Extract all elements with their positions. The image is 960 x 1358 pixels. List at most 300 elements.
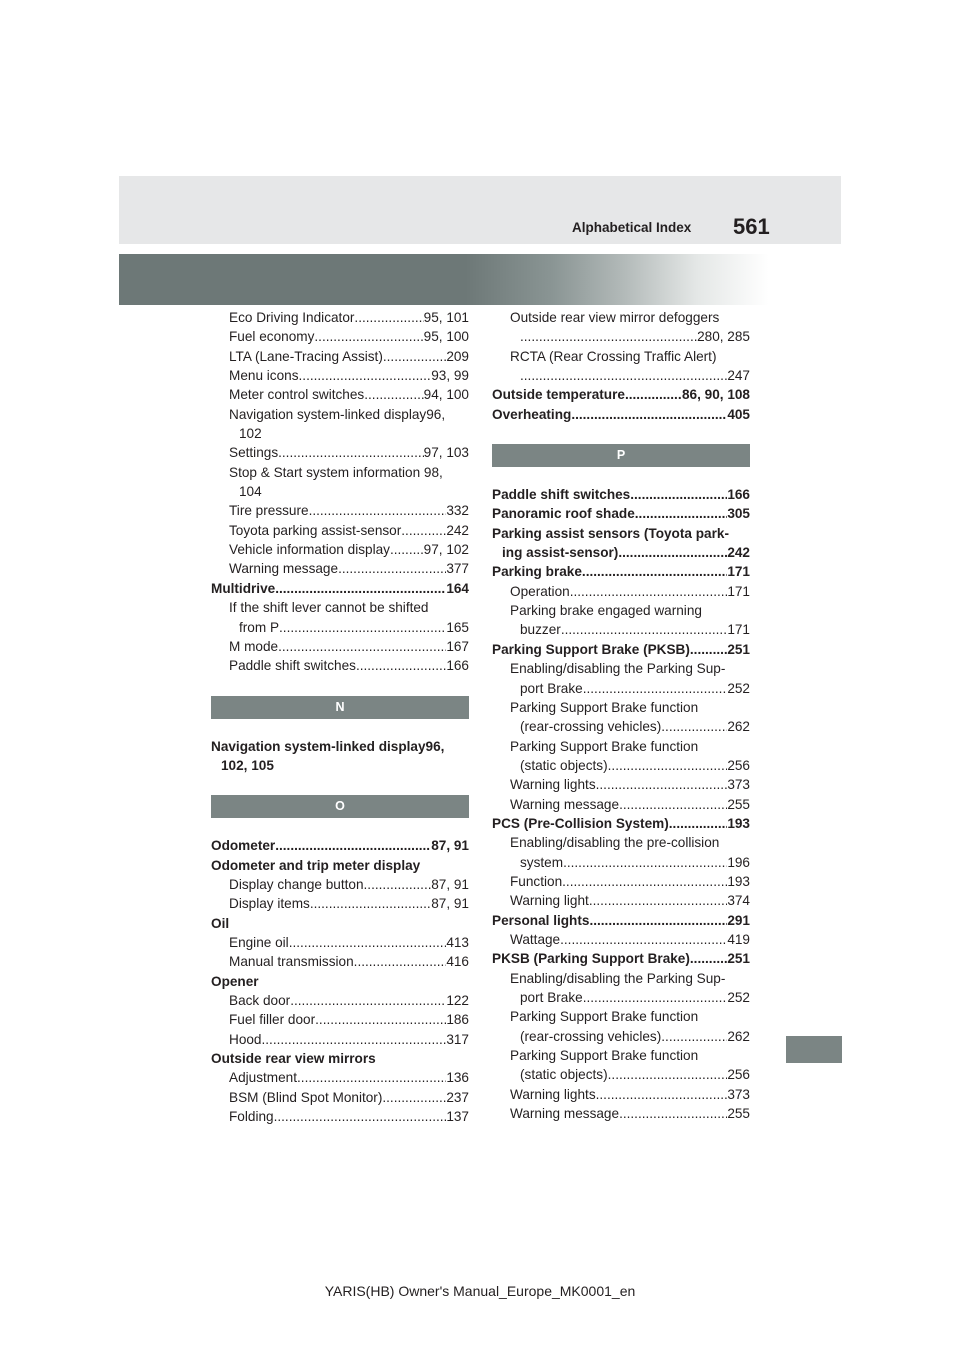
entry-line: [211, 972, 469, 991]
section-spacer: [211, 676, 469, 696]
entry-continuation: [510, 988, 750, 1007]
entry-page-ref: 93, 99: [431, 368, 469, 384]
dot-leader: [289, 933, 447, 952]
index-subentry: [492, 891, 750, 910]
dot-leader: [589, 911, 727, 930]
entry-term-cont: (static objects): [520, 1067, 608, 1083]
entry-line: [510, 872, 750, 891]
entry-page-ref: 122: [446, 992, 469, 1008]
section-spacer: [492, 467, 750, 485]
entry-term-cont: buzzer: [520, 622, 561, 638]
index-subentry: [211, 443, 469, 462]
entry-page-ref: 94, 100: [423, 387, 469, 403]
entry-term: Toyota parking assist-sensor: [229, 522, 402, 538]
entry-term: Navigation system-linked display96,: [211, 738, 445, 754]
entry-page-ref: 165: [446, 619, 469, 635]
index-column-left: [211, 308, 469, 1126]
entry-line: [492, 949, 750, 968]
entry-term: Operation: [510, 583, 570, 599]
index-column-right: [492, 308, 750, 1123]
entry-term: Eco Driving Indicator: [229, 310, 355, 325]
entry-term: Settings: [229, 445, 279, 461]
dot-leader: [571, 405, 727, 424]
entry-term: PKSB (Parking Support Brake): [492, 951, 690, 967]
entry-line: [492, 814, 750, 833]
entry-page-ref: 186: [446, 1012, 469, 1028]
entry-term-cont: 104: [239, 484, 262, 500]
entry-page-ref: 87, 91: [431, 838, 469, 854]
entry-term: Engine oil: [229, 934, 289, 950]
entry-term-cont: from P: [239, 619, 280, 635]
index-subentry: [492, 737, 750, 776]
entry-line: [229, 1068, 469, 1087]
entry-line: [492, 911, 750, 930]
entry-page-ref: 405: [727, 406, 750, 422]
entry-continuation: [510, 1065, 750, 1084]
entry-term: Function: [510, 873, 563, 889]
dot-leader: [275, 579, 446, 598]
dot-leader: [354, 308, 423, 327]
entry-term: Navigation system-linked display96,: [229, 406, 446, 422]
index-subentry: [211, 405, 469, 444]
dot-leader: [520, 327, 697, 346]
index-subentry: [211, 1068, 469, 1087]
entry-line: [211, 856, 469, 875]
index-subentry: [211, 501, 469, 520]
entry-term: Hood: [229, 1031, 262, 1047]
index-subentry: [492, 930, 750, 949]
index-subentry: [492, 1046, 750, 1085]
index-subentry: [211, 875, 469, 894]
entry-page-ref: 166: [727, 487, 750, 503]
dot-leader: [390, 540, 424, 559]
entry-line: [211, 914, 469, 933]
dot-leader: [364, 385, 423, 404]
dot-leader: [278, 637, 446, 656]
entry-line: [510, 891, 750, 910]
index-subentry: [211, 1107, 469, 1126]
dot-leader: [635, 504, 728, 523]
entry-line: [229, 1010, 469, 1029]
dot-leader: [309, 501, 447, 520]
section-letter-o: O: [211, 795, 469, 818]
entry-continuation: [229, 482, 469, 501]
entry-page-ref: 262: [727, 1028, 750, 1044]
entry-continuation: [510, 717, 750, 736]
entry-page-ref: 413: [446, 934, 469, 950]
entry-page-ref: 256: [727, 757, 750, 773]
index-subentry: [211, 894, 469, 913]
entry-line: [229, 559, 469, 578]
dot-leader: [589, 891, 727, 910]
entry-line: [229, 1107, 469, 1126]
entry-term: Warning lights: [510, 1086, 596, 1102]
entry-line: [492, 385, 750, 404]
dot-leader: [297, 1068, 446, 1087]
index-subentry: [211, 656, 469, 675]
entry-term: Parking brake engaged warning: [510, 603, 702, 619]
section-title: Alphabetical Index: [572, 220, 692, 235]
dot-leader: [314, 327, 423, 346]
dot-leader: [562, 872, 727, 891]
entry-term-cont: port Brake: [520, 990, 583, 1005]
entry-line: [510, 1007, 750, 1026]
entry-page-ref: 252: [727, 990, 750, 1005]
index-entry: [492, 405, 750, 424]
dot-leader: [608, 756, 728, 775]
entry-line: [510, 698, 750, 717]
entry-page-ref: 247: [727, 368, 750, 384]
index-subentry: [211, 366, 469, 385]
section-letter-p: P: [492, 444, 750, 467]
entry-term-cont: 102, 105: [221, 757, 274, 773]
entry-line: [229, 656, 469, 675]
entry-continuation: [211, 756, 469, 775]
chapter-tab: [786, 1036, 842, 1063]
entry-line: [510, 795, 750, 814]
entry-term: Odometer and trip meter display: [211, 857, 421, 873]
entry-continuation: [510, 620, 750, 639]
dot-leader: [596, 1085, 728, 1104]
entry-line: [492, 485, 750, 504]
entry-term: Menu icons: [229, 368, 299, 384]
dot-leader: [669, 814, 728, 833]
index-subentry: [211, 991, 469, 1010]
index-entry: [492, 524, 750, 563]
entry-line: [229, 952, 469, 971]
entry-term: Display change button: [229, 876, 364, 892]
entry-term: PCS (Pre-Collision System): [492, 815, 669, 831]
entry-term: Overheating: [492, 406, 572, 422]
entry-term: Back door: [229, 992, 291, 1008]
entry-page-ref: 193: [727, 815, 750, 831]
dot-leader: [608, 1065, 728, 1084]
dot-leader: [661, 1027, 727, 1046]
dot-leader: [262, 1030, 447, 1049]
dot-leader: [596, 775, 728, 794]
entry-page-ref: 280, 285: [697, 329, 750, 345]
entry-continuation: [510, 679, 750, 698]
dot-leader: [560, 930, 727, 949]
entry-page-ref: 317: [446, 1031, 469, 1047]
entry-page-ref: 87, 91: [431, 896, 469, 912]
entry-line: [211, 737, 469, 756]
entry-line: [510, 775, 750, 794]
entry-line: [492, 405, 750, 424]
index-subentry: [492, 1104, 750, 1123]
index-entry: [211, 1049, 469, 1068]
entry-line: [510, 737, 750, 756]
entry-line: [510, 308, 750, 327]
index-subentry: [492, 582, 750, 601]
entry-term: Tire pressure: [229, 503, 309, 519]
entry-line: [229, 1088, 469, 1107]
entry-continuation: [229, 424, 469, 443]
index-entry: [492, 562, 750, 581]
entry-page-ref: 136: [446, 1070, 469, 1086]
entry-term: Meter control switches: [229, 387, 365, 403]
entry-page-ref: 164: [446, 580, 469, 596]
entry-term: Panoramic roof shade: [492, 506, 635, 522]
dot-leader: [290, 991, 446, 1010]
dot-leader: [619, 1104, 727, 1123]
section-spacer: [492, 424, 750, 444]
index-subentry: [211, 385, 469, 404]
index-entry: [211, 579, 469, 598]
entry-page-ref: 374: [727, 893, 750, 909]
section-letter-n: N: [211, 696, 469, 719]
entry-term: Oil: [211, 915, 230, 931]
entry-term: Enabling/disabling the Parking Sup-: [510, 661, 726, 677]
entry-page-ref: 171: [727, 564, 750, 580]
entry-page-ref: 377: [446, 561, 469, 577]
index-subentry: [211, 598, 469, 637]
entry-term: Outside rear view mirror defoggers: [510, 310, 720, 325]
entry-term-cont: (rear-crossing vehicles): [520, 719, 662, 735]
dot-leader: [690, 949, 727, 968]
index-entry: [211, 836, 469, 855]
entry-term-cont: (rear-crossing vehicles): [520, 1028, 662, 1044]
entry-term-cont: ing assist-sensor): [502, 545, 619, 561]
entry-page-ref: 196: [727, 854, 750, 870]
dot-leader: [630, 485, 727, 504]
entry-continuation: [510, 366, 750, 385]
entry-page-ref: 171: [727, 583, 750, 599]
entry-page-ref: 416: [446, 954, 469, 970]
entry-continuation: [492, 543, 750, 562]
entry-page-ref: 87, 91: [431, 876, 469, 892]
entry-line: [229, 463, 469, 482]
entry-line: [229, 443, 469, 462]
entry-page-ref: 166: [446, 658, 469, 674]
entry-line: [229, 347, 469, 366]
entry-line: [211, 579, 469, 598]
entry-page-ref: 256: [727, 1067, 750, 1083]
page-number: 561: [733, 214, 770, 239]
entry-term: BSM (Blind Spot Monitor): [229, 1089, 383, 1105]
entry-term: Warning message: [229, 561, 339, 577]
section-spacer: [211, 775, 469, 795]
index-subentry: [211, 637, 469, 656]
index-entry: [211, 972, 469, 991]
entry-term: M mode: [229, 638, 279, 654]
index-entry: [492, 949, 750, 968]
dot-leader: [315, 1010, 446, 1029]
entry-term: Stop & Start system information 98,: [229, 464, 443, 480]
index-subentry: [211, 308, 469, 327]
entry-term: Folding: [229, 1109, 274, 1125]
entry-page-ref: 95, 101: [423, 310, 469, 325]
entry-page-ref: 86, 90, 108: [681, 387, 750, 403]
entry-term: Parking Support Brake function: [510, 738, 699, 754]
entry-term: RCTA (Rear Crossing Traffic Alert): [510, 348, 717, 364]
index-subentry: [492, 1007, 750, 1046]
index-subentry: [211, 1088, 469, 1107]
entry-term: Warning lights: [510, 777, 596, 793]
entry-line: [510, 582, 750, 601]
entry-term: LTA (Lane-Tracing Assist): [229, 348, 383, 364]
dot-leader: [582, 562, 727, 581]
entry-page-ref: 242: [446, 522, 469, 538]
entry-line: [229, 521, 469, 540]
index-subentry: [211, 933, 469, 952]
entry-page-ref: 95, 100: [423, 329, 469, 345]
index-subentry: [492, 698, 750, 737]
entry-line: [229, 327, 469, 346]
entry-continuation: [510, 327, 750, 346]
entry-term: Adjustment: [229, 1070, 298, 1086]
entry-term-cont: 102: [239, 426, 262, 442]
index-subentry: [492, 1085, 750, 1104]
index-entry: [211, 914, 469, 933]
entry-line: [229, 875, 469, 894]
entry-page-ref: 97, 102: [423, 542, 469, 558]
index-subentry: [492, 308, 750, 347]
index-entry: [211, 737, 469, 776]
entry-term: Opener: [211, 973, 259, 989]
entry-line: [229, 598, 469, 617]
dot-leader: [338, 559, 446, 578]
dot-leader: [619, 795, 727, 814]
entry-line: [510, 930, 750, 949]
dot-leader: [356, 656, 446, 675]
dot-leader: [274, 1107, 447, 1126]
entry-page-ref: 242: [727, 545, 750, 561]
entry-page-ref: 252: [727, 680, 750, 696]
dot-leader: [275, 836, 431, 855]
entry-term: Parking assist sensors (Toyota park-: [492, 525, 729, 541]
entry-page-ref: 237: [446, 1089, 469, 1105]
entry-line: [229, 366, 469, 385]
header-gradient-band: [119, 254, 841, 305]
entry-term-cont: system: [520, 854, 564, 870]
entry-term: Manual transmission: [229, 954, 354, 970]
entry-line: [229, 501, 469, 520]
dot-leader: [310, 894, 431, 913]
dot-leader: [583, 988, 728, 1007]
entry-line: [229, 540, 469, 559]
entry-page-ref: 255: [727, 1106, 750, 1122]
dot-leader: [561, 620, 728, 639]
entry-line: [229, 637, 469, 656]
entry-line: [510, 1046, 750, 1065]
index-entry: [492, 485, 750, 504]
entry-page-ref: 251: [727, 641, 750, 657]
entry-line: [492, 504, 750, 523]
entry-term: Outside rear view mirrors: [211, 1051, 376, 1066]
index-subentry: [211, 952, 469, 971]
entry-line: [229, 405, 469, 424]
index-subentry: [211, 559, 469, 578]
entry-page-ref: 193: [727, 873, 750, 889]
entry-page-ref: 171: [727, 622, 750, 638]
entry-term: Parking Support Brake (PKSB): [492, 641, 690, 657]
entry-line: [492, 524, 750, 543]
entry-line: [510, 1085, 750, 1104]
entry-line: [492, 640, 750, 659]
dot-leader: [618, 543, 727, 562]
entry-term-cont: (static objects): [520, 757, 608, 773]
entry-page-ref: 291: [727, 912, 750, 928]
entry-line: [211, 1049, 469, 1068]
index-subentry: [492, 969, 750, 1008]
entry-term: Parking brake: [492, 564, 582, 580]
section-spacer: [211, 818, 469, 836]
dot-leader: [625, 385, 682, 404]
entry-term: Parking Support Brake function: [510, 1009, 699, 1025]
entry-term: Warning message: [510, 1106, 620, 1122]
entry-line: [510, 347, 750, 366]
index-subentry: [211, 463, 469, 502]
entry-line: [510, 601, 750, 620]
entry-line: [229, 933, 469, 952]
index-subentry: [492, 775, 750, 794]
index-entry: [492, 911, 750, 930]
entry-term: Multidrive: [211, 580, 276, 596]
dot-leader: [299, 366, 432, 385]
footer-manual-id: YARIS(HB) Owner's Manual_Europe_MK0001_en: [324, 1283, 636, 1299]
index-entry: [492, 504, 750, 523]
entry-term: Paddle shift switches: [492, 487, 631, 503]
entry-page-ref: 373: [727, 777, 750, 793]
index-subentry: [211, 521, 469, 540]
index-subentry: [492, 872, 750, 891]
dot-leader: [690, 640, 727, 659]
entry-line: [510, 833, 750, 852]
dot-leader: [401, 521, 446, 540]
dot-leader: [583, 679, 728, 698]
entry-page-ref: 255: [727, 796, 750, 812]
index-entry: [492, 640, 750, 659]
dot-leader: [382, 1088, 446, 1107]
entry-page-ref: 305: [727, 506, 750, 522]
index-subentry: [492, 601, 750, 640]
entry-continuation: [510, 853, 750, 872]
entry-page-ref: 251: [727, 951, 750, 967]
entry-continuation: [229, 618, 469, 637]
entry-term: Display items: [229, 896, 310, 912]
entry-line: [229, 385, 469, 404]
index-subentry: [211, 1010, 469, 1029]
entry-line: [510, 1104, 750, 1123]
entry-line: [229, 991, 469, 1010]
entry-term: Personal lights: [492, 912, 590, 928]
index-subentry: [492, 659, 750, 698]
entry-term: Parking Support Brake function: [510, 1048, 699, 1064]
dot-leader: [661, 717, 727, 736]
entry-page-ref: 137: [446, 1109, 469, 1125]
entry-term: Paddle shift switches: [229, 658, 356, 674]
dot-leader: [279, 618, 446, 637]
entry-term: Outside temperature: [492, 387, 625, 403]
index-entry: [211, 856, 469, 875]
entry-page-ref: 167: [446, 638, 469, 654]
entry-term: Warning message: [510, 796, 620, 812]
index-subentry: [492, 833, 750, 872]
dot-leader: [520, 366, 727, 385]
index-subentry: [492, 795, 750, 814]
entry-term: Parking Support Brake function: [510, 699, 699, 715]
dot-leader: [354, 952, 447, 971]
entry-line: [229, 894, 469, 913]
entry-line: [229, 1030, 469, 1049]
entry-term: Fuel filler door: [229, 1012, 316, 1028]
index-entry: [492, 814, 750, 833]
entry-term: Fuel economy: [229, 329, 315, 345]
dot-leader: [570, 582, 728, 601]
entry-page-ref: 419: [727, 931, 750, 947]
entry-term: Enabling/disabling the pre-collision: [510, 835, 720, 851]
